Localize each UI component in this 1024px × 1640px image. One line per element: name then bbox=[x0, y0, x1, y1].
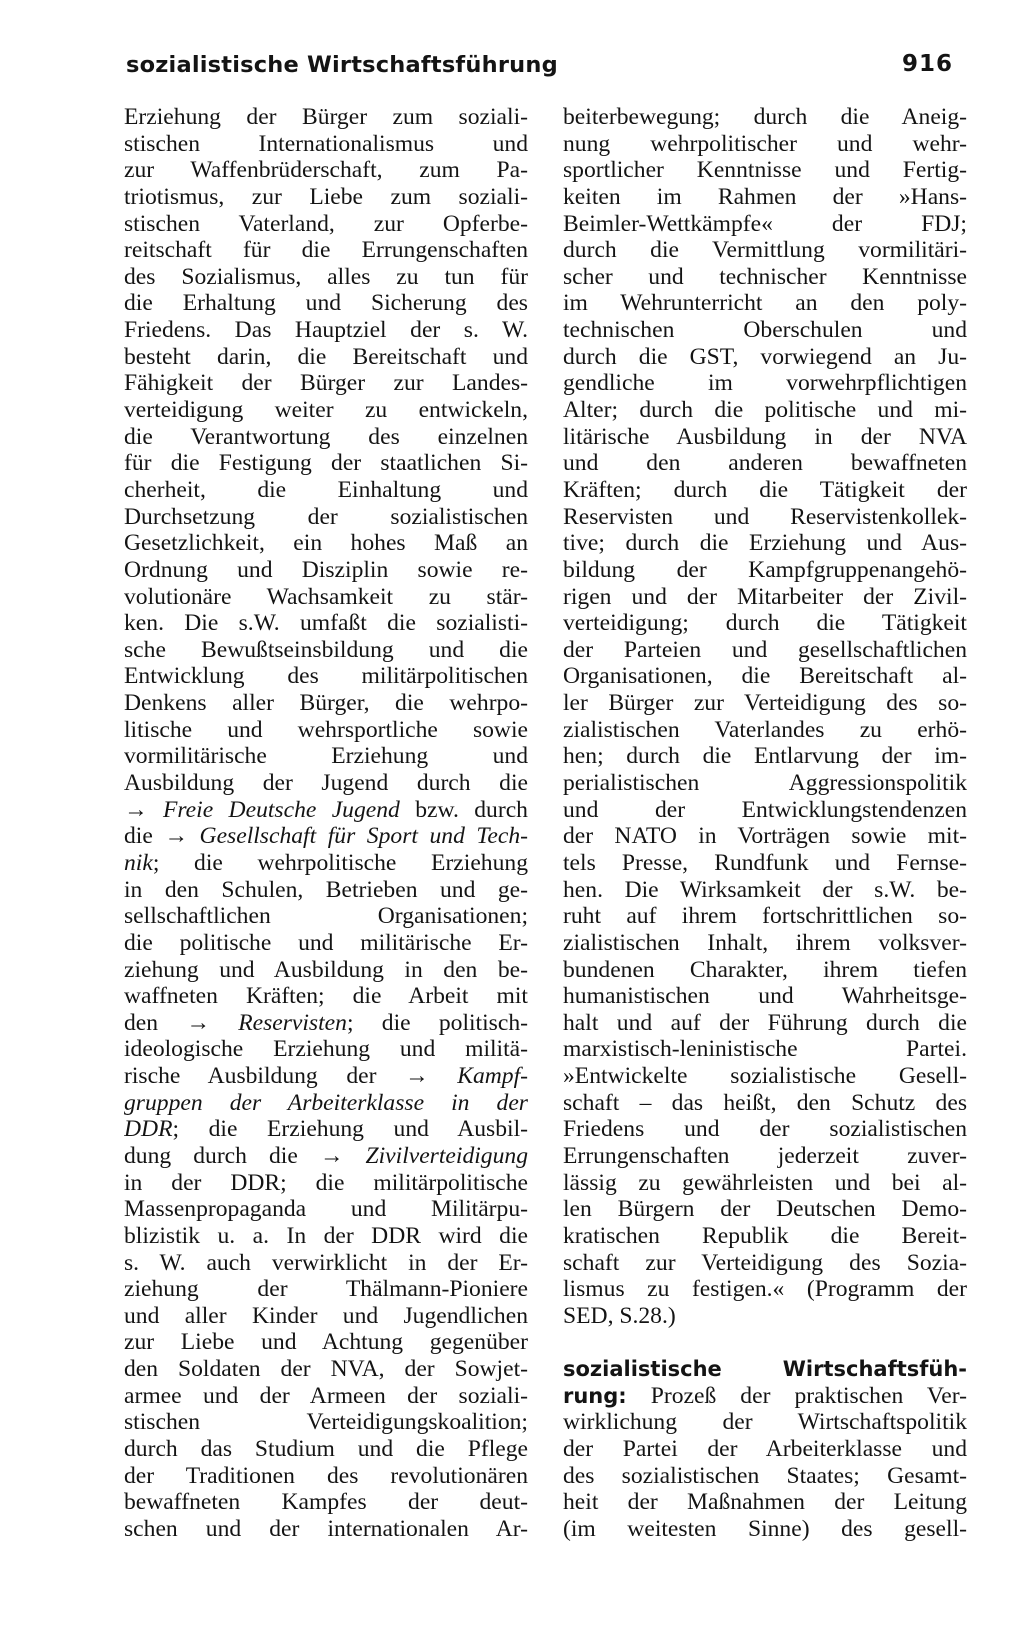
text-run: Ordnung und Disziplin sowie re- bbox=[124, 556, 528, 583]
text-run: der Traditionen des revolutionären bbox=[124, 1462, 528, 1489]
text-line bbox=[124, 1036, 528, 1063]
text-line bbox=[563, 370, 967, 397]
text-line bbox=[563, 1036, 967, 1063]
cross-reference: gruppen der Arbeiterklasse in der bbox=[124, 1089, 528, 1116]
text-run: cherheit, die Einhaltung und bbox=[124, 476, 528, 503]
text-run: die politische und militärische Er- bbox=[124, 929, 528, 956]
text-run: des sozialistischen Staates; Gesamt- bbox=[563, 1462, 967, 1489]
text-run: und der Entwicklungstendenzen bbox=[563, 796, 967, 823]
text-line bbox=[563, 1116, 967, 1143]
text-run: SED, S.28.) bbox=[563, 1302, 676, 1329]
text-line bbox=[124, 477, 528, 504]
text-line bbox=[563, 237, 967, 264]
text-line bbox=[563, 157, 967, 184]
text-run: beiterbewegung; durch die Aneig- bbox=[563, 104, 967, 130]
text-run: ler Bürger zur Verteidigung des so- bbox=[563, 690, 967, 717]
text-line bbox=[563, 1196, 967, 1223]
text-run: (im weitesten Sinne) des gesell- bbox=[563, 1515, 967, 1542]
text-run: Fähigkeit der Bürger zur Landes- bbox=[124, 370, 528, 397]
text-line bbox=[124, 1196, 528, 1223]
text-run: technischen Oberschulen und bbox=[563, 317, 967, 344]
text-line bbox=[563, 850, 967, 877]
text-line bbox=[563, 290, 967, 317]
text-run: blizistik u. a. In der DDR wird die bbox=[124, 1222, 528, 1249]
cross-reference: Zivilverteidigung bbox=[365, 1142, 528, 1169]
entry-headword: rung: bbox=[563, 1383, 627, 1408]
text-run: lässig zu gewährleisten und bei al- bbox=[563, 1169, 967, 1196]
text-run: ziehung und Ausbildung in den be- bbox=[124, 956, 528, 983]
text-line bbox=[124, 370, 528, 397]
text-run: bildung der Kampfgruppenangehö- bbox=[563, 556, 967, 583]
text-run: die Verantwortung des einzelnen bbox=[124, 423, 528, 450]
text-run: ideologische Erziehung und militä- bbox=[124, 1036, 528, 1063]
text-run: kratischen Republik die Bereit- bbox=[563, 1222, 967, 1249]
text-line bbox=[563, 557, 967, 584]
text-line bbox=[124, 1063, 528, 1090]
text-line bbox=[563, 823, 967, 850]
text-line bbox=[563, 717, 967, 744]
text-line bbox=[124, 1223, 528, 1250]
cross-reference: nik bbox=[124, 849, 153, 876]
text-line bbox=[124, 557, 528, 584]
text-run: stischen Verteidigungskoalition; bbox=[124, 1409, 528, 1436]
text-line bbox=[124, 211, 528, 238]
text-line bbox=[563, 424, 967, 451]
text-line bbox=[563, 530, 967, 557]
text-line bbox=[124, 957, 528, 984]
text-line bbox=[563, 477, 967, 504]
text-line bbox=[124, 663, 528, 690]
text-line bbox=[563, 690, 967, 717]
text-line bbox=[124, 104, 528, 131]
text-line bbox=[563, 211, 967, 238]
text-run: ; die wehrpolitische Erziehung bbox=[152, 849, 528, 876]
text-line bbox=[124, 823, 528, 850]
left-text-column bbox=[124, 104, 528, 1543]
text-run: Ausbildung der Jugend durch die bbox=[124, 770, 528, 797]
text-run: reitschaft für die Errungenschaften bbox=[124, 237, 528, 264]
text-line bbox=[124, 1516, 528, 1543]
text-line bbox=[124, 877, 528, 904]
text-line bbox=[563, 877, 967, 904]
text-line bbox=[124, 344, 528, 371]
text-line bbox=[124, 610, 528, 637]
text-run: nung wehrpolitischer und wehr- bbox=[563, 130, 967, 157]
text-run: sche Bewußtseinsbildung und die bbox=[124, 636, 528, 663]
text-line bbox=[563, 903, 967, 930]
text-line bbox=[124, 1116, 528, 1143]
text-line bbox=[124, 717, 528, 744]
text-run: durch die Vermittlung vormilitäri- bbox=[563, 237, 967, 264]
text-run: armee und der Armeen der soziali- bbox=[124, 1382, 528, 1409]
text-line bbox=[563, 1276, 967, 1303]
text-line bbox=[124, 983, 528, 1010]
text-run: verteidigung; durch die Tätigkeit bbox=[563, 610, 967, 637]
text-run: tels Presse, Rundfunk und Fernse- bbox=[563, 849, 967, 876]
text-line bbox=[124, 1489, 528, 1516]
text-run: perialistischen Aggressionspolitik bbox=[563, 770, 967, 797]
text-run: in den Schulen, Betrieben und ge- bbox=[124, 876, 528, 903]
text-line bbox=[563, 104, 967, 131]
text-line bbox=[124, 850, 528, 877]
text-run: triotismus, zur Liebe zum soziali- bbox=[124, 183, 528, 210]
text-line bbox=[124, 290, 528, 317]
text-line bbox=[124, 770, 528, 797]
text-run: litische und wehrsportliche sowie bbox=[124, 716, 528, 743]
text-run: waffneten Kräften; die Arbeit mit bbox=[124, 983, 528, 1010]
text-line bbox=[124, 131, 528, 158]
cross-reference: Reservisten bbox=[238, 1009, 347, 1036]
text-run: heit der Maßnahmen der Leitung bbox=[563, 1489, 967, 1516]
page-number: 916 bbox=[902, 51, 954, 77]
text-run: bewaffneten Kampfes der deut- bbox=[124, 1489, 528, 1516]
text-run: ruht auf ihrem fortschrittlichen so- bbox=[563, 903, 967, 930]
text-line bbox=[124, 1303, 528, 1330]
text-line bbox=[563, 957, 967, 984]
text-run: → bbox=[124, 796, 163, 823]
text-line bbox=[124, 584, 528, 611]
text-run: humanistischen und Wahrheitsge- bbox=[563, 983, 967, 1010]
text-line bbox=[124, 1463, 528, 1490]
text-line bbox=[124, 1170, 528, 1197]
text-run: hen; durch die Entlarvung der im- bbox=[563, 743, 967, 770]
text-line bbox=[124, 424, 528, 451]
text-run: durch das Studium und die Pflege bbox=[124, 1436, 528, 1463]
text-run: im Wehrunterricht an den poly- bbox=[563, 290, 967, 317]
text-line bbox=[563, 1223, 967, 1250]
text-run: schen und der internationalen Ar- bbox=[124, 1515, 528, 1542]
text-run: dung durch die → bbox=[124, 1142, 366, 1169]
text-line bbox=[124, 450, 528, 477]
text-line bbox=[124, 1143, 528, 1170]
running-head-title: sozialistische Wirtschaftsführung bbox=[126, 52, 558, 78]
text-run: wirklichung der Wirtschaftspolitik bbox=[563, 1409, 967, 1436]
text-line bbox=[563, 1463, 967, 1490]
text-line bbox=[563, 264, 967, 291]
text-line bbox=[563, 131, 967, 158]
text-line bbox=[563, 1489, 967, 1516]
text-run: des Sozialismus, alles zu tun für bbox=[124, 263, 528, 290]
text-run: Denkens aller Bürger, die wehrpo- bbox=[124, 690, 528, 717]
text-line bbox=[563, 584, 967, 611]
text-run: rigen und der Mitarbeiter der Zivil- bbox=[563, 583, 967, 610]
text-run: sportlicher Kenntnisse und Fertig- bbox=[563, 157, 967, 184]
text-line bbox=[124, 903, 528, 930]
text-run: für die Festigung der staatlichen Si- bbox=[124, 450, 528, 477]
text-line bbox=[563, 743, 967, 770]
entry-headword: sozialistische Wirtschaftsfüh- bbox=[563, 1357, 967, 1382]
text-line bbox=[563, 397, 967, 424]
text-run: durch die GST, vorwiegend an Ju- bbox=[563, 343, 967, 370]
text-line bbox=[563, 1409, 967, 1436]
text-run: keiten im Rahmen der »Hans- bbox=[563, 183, 967, 210]
text-run: Errungenschaften jederzeit zuver- bbox=[563, 1142, 967, 1169]
cross-reference: DDR bbox=[124, 1116, 173, 1143]
text-line bbox=[124, 797, 528, 824]
text-run: zialistischen Vaterlandes zu erhö- bbox=[563, 716, 967, 743]
text-run: bundenen Charakter, ihrem tiefen bbox=[563, 956, 967, 983]
text-line bbox=[124, 1010, 528, 1037]
text-run: zur Waffenbrüderschaft, zum Pa- bbox=[124, 157, 528, 184]
text-run: den Soldaten der NVA, der Sowjet- bbox=[124, 1356, 528, 1383]
text-line bbox=[124, 504, 528, 531]
text-run: »Entwickelte sozialistische Gesell- bbox=[563, 1063, 967, 1090]
text-run: schaft zur Verteidigung des Sozia- bbox=[563, 1249, 967, 1276]
text-run: Beimler-Wettkämpfe« der FDJ; bbox=[563, 210, 967, 237]
text-run: s. W. auch verwirklicht in der Er- bbox=[124, 1249, 528, 1276]
text-line bbox=[124, 397, 528, 424]
text-run: Reservisten und Reservistenkollek- bbox=[563, 503, 967, 530]
text-line bbox=[124, 1356, 528, 1383]
text-run: litärische Ausbildung in der NVA bbox=[563, 423, 967, 450]
text-run: len Bürgern der Deutschen Demo- bbox=[563, 1196, 967, 1223]
text-run: den → bbox=[124, 1009, 239, 1036]
text-line bbox=[124, 1409, 528, 1436]
text-line bbox=[124, 157, 528, 184]
text-run: halt und auf der Führung durch die bbox=[563, 1009, 967, 1036]
text-run: ziehung der Thälmann-Pioniere bbox=[124, 1276, 528, 1303]
text-run: zialistischen Inhalt, ihrem volksver- bbox=[563, 929, 967, 956]
text-run: Friedens und der sozialistischen bbox=[563, 1116, 967, 1143]
text-line bbox=[124, 1276, 528, 1303]
text-line bbox=[563, 1143, 967, 1170]
text-line bbox=[563, 1170, 967, 1197]
text-line bbox=[563, 797, 967, 824]
text-run: verteidigung weiter zu entwickeln, bbox=[124, 397, 528, 424]
text-line bbox=[124, 317, 528, 344]
text-run: lismus zu festigen.« (Programm der bbox=[563, 1276, 967, 1303]
text-run: und den anderen bewaffneten bbox=[563, 450, 967, 477]
text-line bbox=[124, 530, 528, 557]
text-line bbox=[124, 743, 528, 770]
text-run: tive; durch die Erziehung und Aus- bbox=[563, 530, 967, 557]
text-line bbox=[563, 1303, 967, 1330]
text-line bbox=[563, 663, 967, 690]
text-run: der Parteien und gesellschaftlichen bbox=[563, 636, 967, 663]
text-line bbox=[124, 184, 528, 211]
text-run: ken. Die s.W. umfaßt die sozialisti- bbox=[124, 610, 528, 637]
text-line bbox=[124, 1250, 528, 1277]
text-run: stischen Vaterland, zur Opferbe- bbox=[124, 210, 528, 237]
text-line bbox=[563, 450, 967, 477]
text-run: die Erhaltung und Sicherung des bbox=[124, 290, 528, 317]
text-line bbox=[563, 1383, 967, 1410]
text-line bbox=[124, 690, 528, 717]
text-run: Friedens. Das Hauptziel der s. W. bbox=[124, 317, 528, 344]
text-line bbox=[563, 610, 967, 637]
text-line bbox=[563, 770, 967, 797]
text-line bbox=[124, 1329, 528, 1356]
text-line bbox=[563, 1436, 967, 1463]
text-run: Gesetzlichkeit, ein hohes Maß an bbox=[124, 530, 528, 557]
text-line bbox=[563, 1010, 967, 1037]
text-run: scher und technischer Kenntnisse bbox=[563, 263, 967, 290]
text-run: der NATO in Vorträgen sowie mit- bbox=[563, 823, 967, 850]
text-line bbox=[124, 264, 528, 291]
text-line bbox=[563, 1516, 967, 1543]
text-line bbox=[124, 237, 528, 264]
text-run: Prozeß der praktischen Ver- bbox=[626, 1382, 967, 1409]
text-run: schaft – das heißt, den Schutz des bbox=[563, 1089, 967, 1116]
text-run: volutionäre Wachsamkeit zu stär- bbox=[124, 583, 528, 610]
text-line bbox=[563, 504, 967, 531]
text-run: Entwicklung des militärpolitischen bbox=[124, 663, 528, 690]
text-line bbox=[563, 1090, 967, 1117]
text-line bbox=[563, 317, 967, 344]
text-run: Durchsetzung der sozialistischen bbox=[124, 503, 528, 530]
text-line bbox=[124, 1436, 528, 1463]
text-run: zur Liebe und Achtung gegenüber bbox=[124, 1329, 528, 1356]
text-run: rische Ausbildung der → bbox=[124, 1063, 458, 1090]
text-run: die → bbox=[124, 823, 200, 850]
text-run: besteht darin, die Bereitschaft und bbox=[124, 343, 528, 370]
text-run: ; die politisch- bbox=[346, 1009, 528, 1036]
text-line bbox=[124, 930, 528, 957]
text-run: und aller Kinder und Jugendlichen bbox=[124, 1302, 528, 1329]
text-run: Alter; durch die politische und mi- bbox=[563, 397, 967, 424]
cross-reference: Freie Deutsche Jugend bbox=[162, 796, 400, 823]
text-run: ; die Erziehung und Ausbil- bbox=[172, 1116, 528, 1143]
text-run: stischen Internationalismus und bbox=[124, 130, 528, 157]
text-run: Massenpropaganda und Militärpu- bbox=[124, 1196, 528, 1223]
text-run: hen. Die Wirksamkeit der s.W. be- bbox=[563, 876, 967, 903]
cross-reference: Kampf- bbox=[457, 1063, 528, 1090]
text-run: der Partei der Arbeiterklasse und bbox=[563, 1436, 967, 1463]
text-line bbox=[563, 930, 967, 957]
text-run: vormilitärische Erziehung und bbox=[124, 743, 528, 770]
text-run: marxistisch-leninistische Partei. bbox=[563, 1036, 967, 1063]
text-run: gendliche im vorwehrpflichtigen bbox=[563, 370, 967, 397]
text-line bbox=[563, 184, 967, 211]
cross-reference: Gesellschaft für Sport und Tech- bbox=[199, 823, 528, 850]
text-run: Organisationen, die Bereitschaft al- bbox=[563, 663, 967, 690]
right-text-column bbox=[563, 104, 967, 1543]
text-line bbox=[563, 344, 967, 371]
paragraph-gap bbox=[563, 1329, 967, 1356]
text-line bbox=[563, 983, 967, 1010]
text-line bbox=[124, 637, 528, 664]
text-run: in der DDR; die militärpolitische bbox=[124, 1169, 528, 1196]
text-line bbox=[563, 1063, 967, 1090]
text-line bbox=[563, 1250, 967, 1277]
text-run: Erziehung der Bürger zum soziali- bbox=[124, 104, 528, 130]
text-line bbox=[124, 1383, 528, 1410]
text-line bbox=[563, 637, 967, 664]
text-line bbox=[563, 1356, 967, 1383]
text-run: sellschaftlichen Organisationen; bbox=[124, 903, 528, 930]
text-run: Kräften; durch die Tätigkeit der bbox=[563, 476, 967, 503]
text-run: bzw. durch bbox=[399, 796, 528, 823]
text-line bbox=[124, 1090, 528, 1117]
